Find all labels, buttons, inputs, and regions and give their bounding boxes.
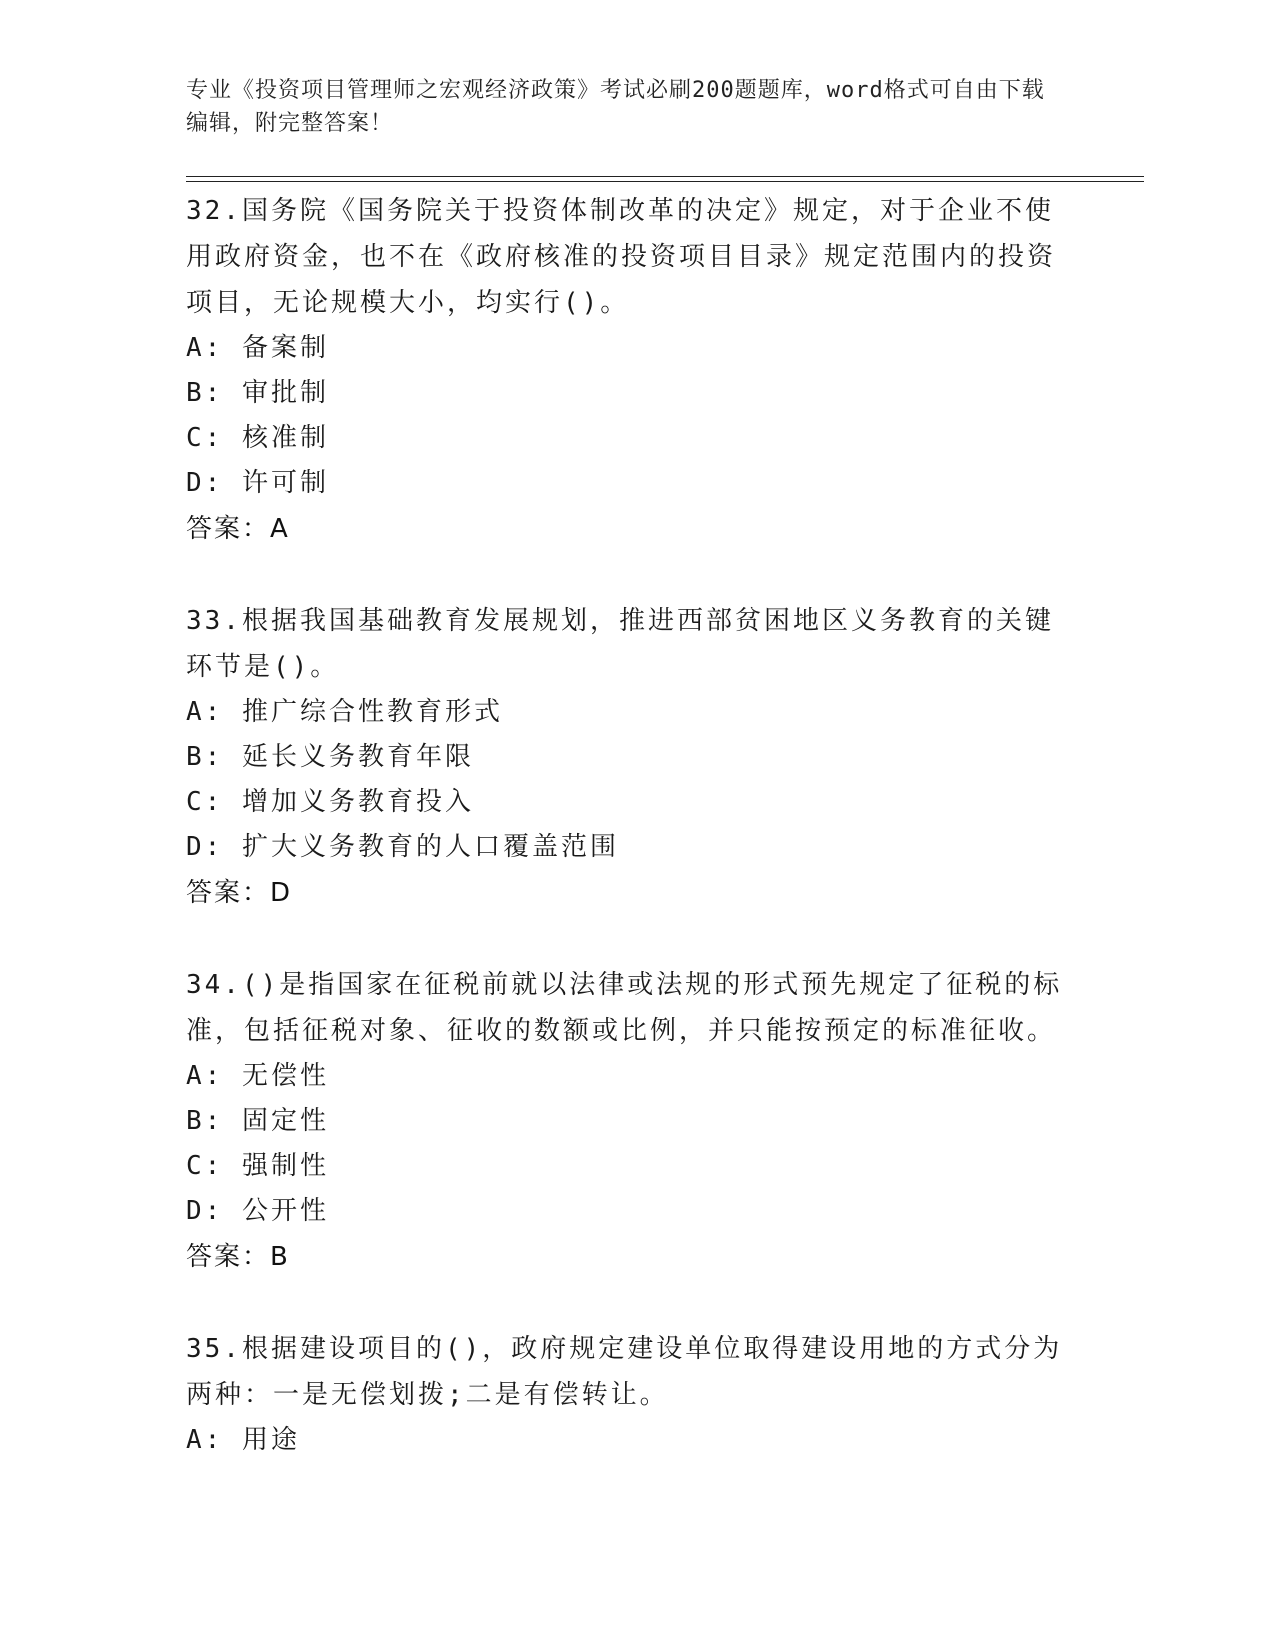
option-b: B: 固定性 (186, 1106, 329, 1136)
question-33 (186, 598, 1066, 916)
question-stem: 33.根据我国基础教育发展规划，推进西部贫困地区义务教育的关键环节是()。 (186, 606, 1054, 682)
option-c: C: 增加义务教育投入 (186, 787, 474, 817)
option-b: B: 延长义务教育年限 (186, 742, 474, 772)
question-list (186, 188, 1066, 1509)
question-34 (186, 962, 1066, 1280)
answer-line: 答案：B (186, 1242, 290, 1272)
document-intro: 专业《投资项目管理师之宏观经济政策》考试必刷200题题库，word格式可自由下载编辑，附完整答案！ (186, 78, 1045, 136)
option-a: A: 备案制 (186, 333, 329, 363)
question-stem: 34.()是指国家在征税前就以法律或法规的形式预先规定了征税的标准，包括征税对象、征收的数额或比例，并只能按预定的标准征收。 (186, 970, 1063, 1046)
question-35 (186, 1326, 1066, 1463)
header-divider-top (186, 176, 1144, 177)
question-stem: 32.国务院《国务院关于投资体制改革的决定》规定，对于企业不使用政府资金，也不在《政府核准的投资项目目录》规定范围内的投资项目，无论规模大小，均实行()。 (186, 196, 1057, 318)
answer-line: 答案：A (186, 514, 290, 544)
question-32 (186, 188, 1066, 552)
question-stem: 35.根据建设项目的()，政府规定建设单位取得建设用地的方式分为两种：一是无偿划拨;二是有偿转让。 (186, 1334, 1063, 1410)
option-d: D: 公开性 (186, 1196, 329, 1226)
option-d: D: 扩大义务教育的人口覆盖范围 (186, 832, 619, 862)
option-d: D: 许可制 (186, 468, 329, 498)
option-c: C: 强制性 (186, 1151, 329, 1181)
option-a: A: 用途 (186, 1425, 300, 1455)
header-divider-bottom (186, 181, 1144, 182)
answer-line: 答案：D (186, 878, 293, 908)
option-a: A: 推广综合性教育形式 (186, 697, 503, 727)
option-b: B: 审批制 (186, 378, 329, 408)
option-a: A: 无偿性 (186, 1061, 329, 1091)
option-c: C: 核准制 (186, 423, 329, 453)
